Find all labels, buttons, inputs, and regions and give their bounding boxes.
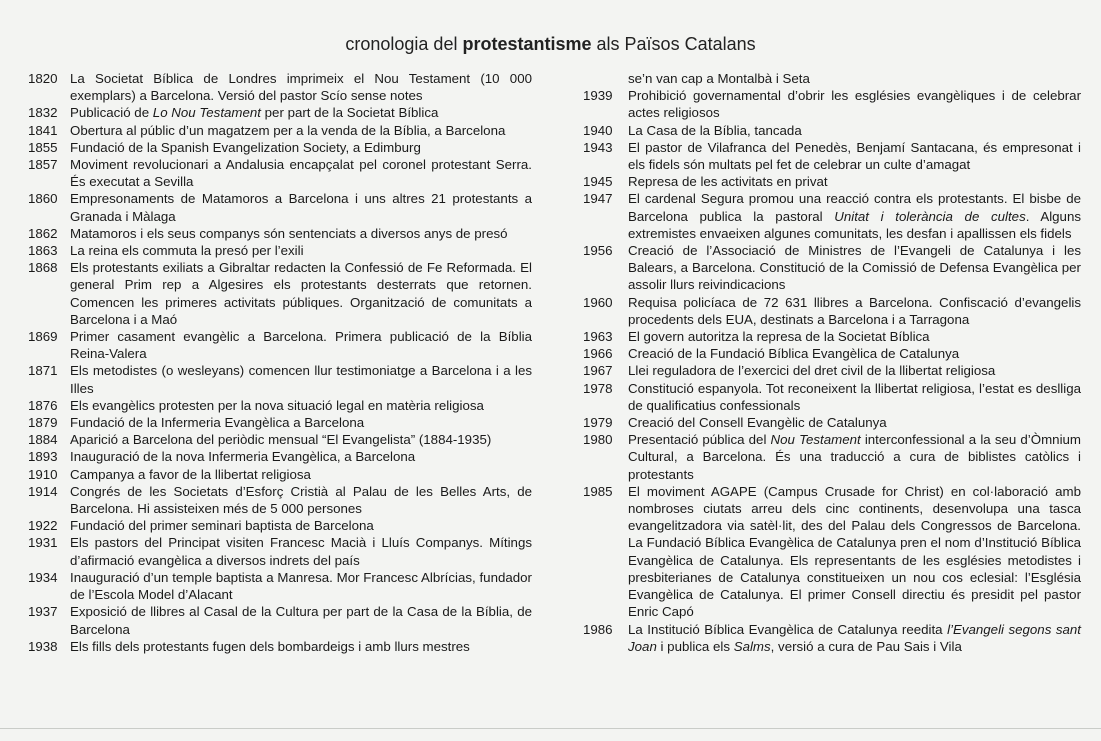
entry-text	[70, 139, 532, 156]
entry-text-segment: Els evangèlics protesten per la nova situació legal en matèria religiosa	[70, 397, 484, 413]
entry-text-segment: Prohibició governamental d’obrir les esglésies evangèliques i de celebrar actes religiosos	[628, 88, 1081, 121]
chronology-entry	[28, 259, 532, 328]
entry-text-segment: Inauguració d’un temple baptista a Manresa. Mor Francesc Albrícias, fundador de l’Escola Model d’Alacant	[70, 569, 532, 603]
entry-year: 1922	[28, 518, 58, 534]
entry-text	[70, 156, 532, 190]
entry-text	[70, 466, 532, 483]
chronology-entry	[28, 156, 532, 190]
entry-year: 1879	[28, 415, 58, 431]
chronology-entry	[28, 328, 532, 362]
chronology-entry	[583, 380, 1081, 414]
entry-text-segment: Represa de les activitats en privat	[628, 174, 828, 190]
entry-text-segment: Requisa policíaca de 72 631 llibres a Barcelona. Confiscació d’evangelis procedents dels EUA, destinats a Barcelona i a Tarragona	[628, 294, 1081, 327]
entry-text	[628, 87, 1081, 121]
entry-text	[70, 569, 532, 603]
entry-text-segment: Fundació del primer seminari baptista de Barcelona	[70, 518, 374, 534]
entry-text-segment: Els pastors del Principat visiten Francesc Macià i Lluís Companys. Mítings d’afirmació evangèlica a diversos indrets del país	[70, 535, 532, 568]
entry-year: 1939	[583, 88, 613, 104]
entry-text-segment: , versió a cura de Pau Sais i Vila	[770, 638, 962, 654]
entry-year: 1947	[583, 191, 613, 207]
chronology-entry	[583, 70, 1081, 87]
entry-text	[628, 328, 1081, 345]
entry-text	[70, 362, 532, 396]
chronology-left-column	[28, 70, 532, 655]
entry-text-segment: se’n van cap a Montalbà i Seta	[628, 71, 810, 86]
entry-text-segment: Els fills dels protestants fugen dels bombardeigs i amb llurs mestres	[70, 638, 470, 654]
entry-text-segment: Aparició a Barcelona del periòdic mensual “El Evangelista” (1884-1935)	[70, 432, 492, 448]
entry-text-segment: Inauguració de la nova Infermeria Evangèlica, a Barcelona	[70, 449, 416, 465]
entry-italic-title: Lo Nou Testament	[152, 105, 261, 121]
entry-text	[70, 638, 532, 655]
entry-text	[628, 483, 1081, 621]
entry-text	[628, 345, 1081, 362]
entry-text-segment: Els metodistes (o wesleyans) comencen llur testimoniatge a Barcelona i a les Illes	[70, 363, 532, 396]
entry-text	[70, 104, 532, 121]
entry-text	[628, 621, 1081, 655]
entry-year: 1832	[28, 105, 58, 121]
entry-text-segment: Llei reguladora de l’exercici del dret civil de la llibertat religiosa	[628, 363, 996, 379]
entry-year: 1956	[583, 243, 613, 259]
chronology-entry	[28, 190, 532, 224]
entry-text-segment: Campanya a favor de la llibertat religiosa	[70, 466, 311, 482]
chronology-entry	[28, 362, 532, 396]
chronology-entry	[583, 173, 1081, 190]
page-bottom-edge	[0, 728, 1101, 729]
entry-italic-title: l’Evangeli segons sant Joan	[628, 621, 1081, 654]
entry-italic-title: Salms	[733, 638, 771, 654]
entry-text-segment: La Casa de la Bíblia, tancada	[628, 122, 802, 138]
chronology-entry	[28, 638, 532, 655]
chronology-entry	[28, 534, 532, 568]
entry-year: 1841	[28, 122, 58, 138]
chronology-entry	[583, 139, 1081, 173]
entry-text-segment: Empresonaments de Matamoros a Barcelona i uns altres 21 protestants a Granada i Màlaga	[70, 191, 532, 224]
entry-text-segment: i publica els	[656, 638, 734, 654]
chronology-entry	[28, 414, 532, 431]
chronology-entry	[28, 431, 532, 448]
chronology-entry	[28, 242, 532, 259]
entry-italic-title: Unitat i tolerància de cultes	[834, 208, 1026, 224]
chronology-right-column	[583, 70, 1081, 655]
entry-text	[70, 225, 532, 242]
entry-text	[70, 259, 532, 328]
entry-italic-title: Nou Testament	[770, 432, 861, 448]
entry-year: 1869	[28, 329, 58, 345]
entry-year: 1862	[28, 225, 58, 241]
entry-text	[70, 534, 532, 568]
entry-text	[628, 122, 1081, 139]
entry-year: 1963	[583, 329, 613, 345]
title-bold-word: protestantisme	[462, 34, 592, 54]
chronology-entry	[28, 517, 532, 534]
entry-year: 1980	[583, 432, 613, 448]
entry-text	[70, 122, 532, 139]
entry-year: 1820	[28, 71, 58, 86]
entry-year: 1868	[28, 260, 58, 276]
entry-text	[70, 431, 532, 448]
entry-text-segment: per part de la Societat Bíblica	[260, 105, 439, 121]
entry-text	[628, 70, 1081, 87]
chronology-entry	[583, 621, 1081, 655]
entry-text	[70, 414, 532, 431]
entry-year: 1979	[583, 415, 613, 431]
entry-text-segment: La reina els commuta la presó per l’exili	[70, 243, 304, 259]
chronology-entry	[28, 122, 532, 139]
chronology-entry	[583, 431, 1081, 483]
entry-text	[70, 517, 532, 534]
chronology-entry	[583, 362, 1081, 379]
entry-text-segment: Els protestants exiliats a Gibraltar redacten la Confessió de Fe Reformada. El general Prim rep a Algesires els protestants desterrats que retornen. Comencen les primeres activitats públiques. Organització de comunitats a Barcelona i a Maó	[70, 260, 532, 327]
entry-year: 1934	[28, 569, 58, 585]
page-title	[0, 34, 1101, 55]
entry-text-segment: Constitució espanyola. Tot reconeixent la llibertat religiosa, l’estat es deslliga de qualificatius confessionals	[628, 380, 1081, 413]
entry-text	[628, 380, 1081, 414]
entry-year: 1960	[583, 294, 613, 310]
entry-year: 1978	[583, 380, 613, 396]
entry-text	[70, 483, 532, 517]
entry-text-segment: Moviment revolucionari a Andalusia encapçalat pel coronel protestant Serra. És executat a Sevilla	[70, 157, 532, 190]
entry-text-segment: Creació del Consell Evangèlic de Catalunya	[628, 415, 887, 431]
entry-year: 1860	[28, 191, 58, 207]
entry-year: 1855	[28, 139, 58, 155]
entry-year: 1931	[28, 535, 58, 551]
entry-text-segment: Exposició de llibres al Casal de la Cultura per part de la Casa de la Bíblia, de Barcelona	[70, 604, 532, 637]
entry-year: 1985	[583, 483, 613, 499]
entry-text	[70, 190, 532, 224]
entry-year: 1966	[583, 346, 613, 362]
entry-text-segment: La Societat Bíblica de Londres imprimeix el Nou Testament (10 000 exemplars) a Barcelona. Versió del pastor Scío sense notes	[70, 71, 532, 104]
entry-text	[70, 397, 532, 414]
entry-text-segment: El moviment AGAPE (Campus Crusade for Christ) en col·laboració amb nombroses ciutats arreu dels cinc continents, desenvolupa una tasca evangelitzadora via satèl·lit, des del Palau dels Congressos de Barcelona. La Fundació Bíblica Evangèlica de Catalunya pren el nom d’Institució Bíblica Evangèlica de Catalunya. Els representants de les esglésies metodistes i presbiterianes de Catalunya constitueixen un nou cos eclesial: l’Església Evangèlica de Catalunya. El primer Consell directiu és presidit pel pastor Enric Capó	[628, 483, 1081, 620]
entry-year: 1910	[28, 466, 58, 482]
entry-text	[628, 362, 1081, 379]
chronology-entry	[583, 328, 1081, 345]
entry-text-segment: Obertura al públic d’un magatzem per a la venda de la Bíblia, a Barcelona	[70, 122, 506, 138]
chronology-entry	[583, 87, 1081, 121]
entry-year: 1863	[28, 243, 58, 259]
entry-text	[628, 294, 1081, 328]
entry-text	[628, 242, 1081, 294]
entry-year: 1871	[28, 363, 58, 379]
chronology-entry	[28, 397, 532, 414]
chronology-entry	[28, 139, 532, 156]
entry-text	[70, 603, 532, 637]
entry-year: 1893	[28, 449, 58, 465]
chronology-entry	[583, 122, 1081, 139]
entry-text	[70, 328, 532, 362]
entry-text-segment: . Alguns extremistes envaeixen algunes comunitats, les desfan i apallissen els fidels	[628, 208, 1081, 241]
entry-text-segment: El cardenal Segura promou una reacció contra els protestants. El bisbe de Barcelona publica la pastoral	[628, 191, 1081, 224]
entry-year: 1940	[583, 122, 613, 138]
entry-text-segment: Creació de la Fundació Bíblica Evangèlica de Catalunya	[628, 346, 960, 362]
entry-text	[628, 190, 1081, 242]
entry-text-segment: Primer casament evangèlic a Barcelona. Primera publicació de la Bíblia Reina-Valera	[70, 329, 532, 362]
chronology-entry	[583, 414, 1081, 431]
chronology-entry	[28, 603, 532, 637]
chronology-entry	[28, 466, 532, 483]
entry-text-segment: Congrés de les Societats d’Esforç Cristià al Palau de les Belles Arts, de Barcelona. Hi assisteixen més de 5 000 persones	[70, 483, 532, 517]
entry-year: 1967	[583, 363, 613, 379]
entry-year: 1914	[28, 483, 58, 499]
entry-text	[70, 242, 532, 259]
entry-text-segment: Presentació pública del	[628, 432, 771, 448]
entry-text-segment: El govern autoritza la represa de la Societat Bíblica	[628, 329, 930, 345]
chronology-entry	[28, 448, 532, 465]
entry-year: 1943	[583, 139, 613, 155]
entry-text-segment: El pastor de Vilafranca del Penedès, Benjamí Santacana, és empresonat i els fidels són multats pel fet de celebrar un culte d’amagat	[628, 139, 1081, 173]
entry-text-segment: Matamoros i els seus companys són sentenciats a diversos anys de presó	[70, 225, 508, 241]
entry-year: 1937	[28, 604, 58, 620]
entry-text-segment: Fundació de la Infermeria Evangèlica a Barcelona	[70, 415, 365, 431]
entry-text	[70, 70, 532, 104]
entry-text-segment: Creació de l’Associació de Ministres de l’Evangeli de Catalunya i les Balears, a Barcelona. Constitució de la Comissió de Defensa Evangèlica per assolir llurs reivindicacions	[628, 243, 1081, 293]
entry-text	[628, 139, 1081, 173]
chronology-entry	[583, 190, 1081, 242]
entry-text-segment: La Institució Bíblica Evangèlica de Catalunya reedita	[628, 621, 948, 637]
entry-text-segment: Publicació de	[70, 105, 153, 121]
entry-text-segment: interconfessional a la seu d’Òmnium Cultural, a Barcelona. És una traducció a cura de biblistes catòlics i protestants	[628, 432, 1081, 482]
entry-year: 1876	[28, 397, 58, 413]
chronology-entry	[28, 70, 532, 104]
title-suffix: als Països Catalans	[596, 34, 756, 54]
entry-year: 1857	[28, 157, 58, 173]
title-prefix: cronologia del	[345, 34, 458, 54]
entry-text	[628, 414, 1081, 431]
chronology-entry	[28, 104, 532, 121]
chronology-entry	[28, 569, 532, 603]
entry-year: 1938	[28, 638, 58, 654]
entry-text-segment: Fundació de la Spanish Evangelization Society, a Edimburg	[70, 139, 421, 155]
chronology-entry	[583, 294, 1081, 328]
chronology-entry	[28, 225, 532, 242]
entry-year: 1884	[28, 432, 58, 448]
entry-year: 1945	[583, 174, 613, 190]
entry-text	[628, 173, 1081, 190]
chronology-entry	[583, 345, 1081, 362]
entry-text	[628, 431, 1081, 483]
chronology-entry	[583, 483, 1081, 621]
entry-text	[70, 448, 532, 465]
entry-year: 1986	[583, 621, 613, 637]
chronology-entry	[28, 483, 532, 517]
chronology-entry	[583, 242, 1081, 294]
